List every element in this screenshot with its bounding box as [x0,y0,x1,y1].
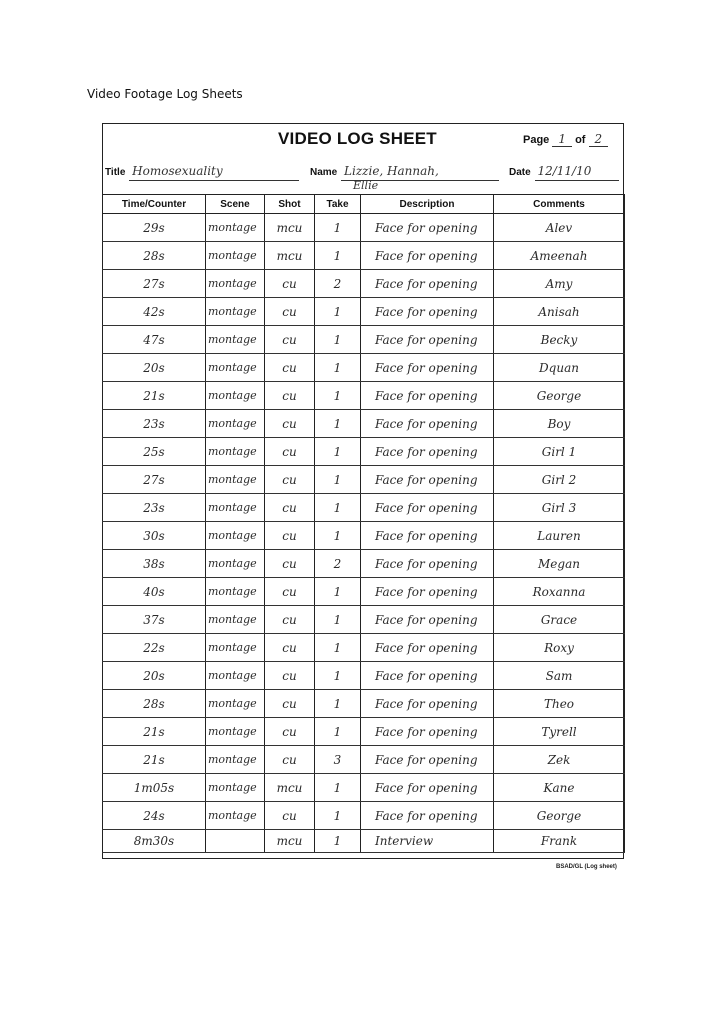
table-row [103,270,625,298]
table-row [103,382,625,410]
comment-cell: Girl 2 [494,466,625,494]
of-label: of [575,134,586,146]
scene-cell: montage [206,382,265,410]
take-cell: 1 [315,438,361,466]
table-row [103,830,625,853]
title-value: Homosexuality [132,164,223,178]
table-row [103,746,625,774]
description-cell: Face for opening [361,550,494,578]
shot-cell: cu [265,578,315,606]
scene-cell: montage [206,354,265,382]
shot-cell: cu [265,690,315,718]
shot-cell: cu [265,410,315,438]
time-cell: 23s [103,410,206,438]
time-cell: 47s [103,326,206,354]
column-header-description: Description [361,195,494,214]
comment-cell: Kane [494,774,625,802]
description-cell: Face for opening [361,354,494,382]
scene-cell: montage [206,214,265,242]
description-cell: Face for opening [361,802,494,830]
page-total: 2 [589,132,609,147]
shot-cell: cu [265,606,315,634]
description-cell: Face for opening [361,494,494,522]
take-cell: 1 [315,606,361,634]
shot-cell: cu [265,550,315,578]
scene-cell [206,830,265,853]
page-number: 1 [552,132,572,147]
sheet-heading: VIDEO LOG SHEET [278,129,437,148]
scene-cell: montage [206,746,265,774]
date-value: 12/11/10 [537,164,592,178]
description-cell: Face for opening [361,634,494,662]
title-field [105,164,223,178]
comment-cell: Girl 1 [494,438,625,466]
time-cell: 25s [103,438,206,466]
take-cell: 2 [315,550,361,578]
scene-cell: montage [206,522,265,550]
shot-cell: cu [265,466,315,494]
table-row [103,634,625,662]
description-cell: Face for opening [361,270,494,298]
table-row [103,326,625,354]
comment-cell: Grace [494,606,625,634]
time-cell: 27s [103,466,206,494]
description-cell: Interview [361,830,494,853]
table-row [103,354,625,382]
comment-cell: Megan [494,550,625,578]
take-cell: 1 [315,382,361,410]
time-cell: 42s [103,298,206,326]
time-cell: 21s [103,746,206,774]
scene-cell: montage [206,326,265,354]
time-cell: 24s [103,802,206,830]
shot-cell: cu [265,298,315,326]
comment-cell: Girl 3 [494,494,625,522]
description-cell: Face for opening [361,438,494,466]
shot-cell: cu [265,270,315,298]
shot-cell: mcu [265,214,315,242]
time-cell: 30s [103,522,206,550]
shot-cell: cu [265,354,315,382]
name-value-continued: Ellie [353,179,379,192]
document-title: Video Footage Log Sheets [87,87,243,101]
page-label: Page [523,134,550,146]
time-cell: 22s [103,634,206,662]
scene-cell: montage [206,438,265,466]
take-cell: 1 [315,802,361,830]
time-cell: 37s [103,606,206,634]
take-cell: 1 [315,830,361,853]
scene-cell: montage [206,466,265,494]
shot-cell: cu [265,382,315,410]
shot-cell: cu [265,438,315,466]
comment-cell: George [494,802,625,830]
take-cell: 1 [315,354,361,382]
take-cell: 1 [315,774,361,802]
scene-cell: montage [206,550,265,578]
table-row [103,242,625,270]
table-row [103,298,625,326]
description-cell: Face for opening [361,214,494,242]
shot-cell: cu [265,802,315,830]
time-cell: 20s [103,662,206,690]
comment-cell: Becky [494,326,625,354]
column-header-shot: Shot [265,195,315,214]
take-cell: 1 [315,214,361,242]
comment-cell: Alev [494,214,625,242]
table-row [103,410,625,438]
description-cell: Face for opening [361,410,494,438]
comment-cell: Dquan [494,354,625,382]
scene-cell: montage [206,606,265,634]
shot-cell: cu [265,718,315,746]
comment-cell: Theo [494,690,625,718]
description-cell: Face for opening [361,690,494,718]
table-row [103,214,625,242]
description-cell: Face for opening [361,774,494,802]
log-table-header [103,195,625,214]
time-cell: 28s [103,242,206,270]
table-row [103,578,625,606]
shot-cell: cu [265,634,315,662]
scene-cell: montage [206,774,265,802]
shot-cell: mcu [265,830,315,853]
time-cell: 21s [103,718,206,746]
video-log-sheet [102,123,624,859]
take-cell: 1 [315,578,361,606]
description-cell: Face for opening [361,718,494,746]
take-cell: 1 [315,634,361,662]
comment-cell: Tyrell [494,718,625,746]
comment-cell: Roxanna [494,578,625,606]
description-cell: Face for opening [361,578,494,606]
shot-cell: cu [265,494,315,522]
comment-cell: Frank [494,830,625,853]
time-cell: 28s [103,690,206,718]
take-cell: 1 [315,410,361,438]
time-cell: 1m05s [103,774,206,802]
log-table-body [103,214,625,853]
comment-cell: Ameenah [494,242,625,270]
comment-cell: Amy [494,270,625,298]
title-underline [129,180,299,181]
description-cell: Face for opening [361,662,494,690]
shot-cell: cu [265,522,315,550]
log-table [102,194,625,853]
footer-reference: BSAD/GL (Log sheet) [556,864,617,870]
comment-cell: George [494,382,625,410]
scene-cell: montage [206,298,265,326]
date-label: Date [509,167,531,178]
description-cell: Face for opening [361,466,494,494]
description-cell: Face for opening [361,606,494,634]
table-row [103,494,625,522]
description-cell: Face for opening [361,522,494,550]
shot-cell: mcu [265,242,315,270]
comment-cell: Lauren [494,522,625,550]
scene-cell: montage [206,802,265,830]
description-cell: Face for opening [361,242,494,270]
time-cell: 27s [103,270,206,298]
scene-cell: montage [206,690,265,718]
time-cell: 38s [103,550,206,578]
name-value: Lizzie, Hannah, [344,164,439,178]
name-field [310,164,439,178]
date-field [509,164,591,178]
comment-cell: Zek [494,746,625,774]
take-cell: 1 [315,466,361,494]
take-cell: 1 [315,494,361,522]
take-cell: 2 [315,270,361,298]
time-cell: 8m30s [103,830,206,853]
table-row [103,802,625,830]
table-row [103,718,625,746]
take-cell: 1 [315,242,361,270]
title-label: Title [105,167,126,178]
date-underline [535,180,619,181]
time-cell: 21s [103,382,206,410]
take-cell: 1 [315,326,361,354]
take-cell: 3 [315,746,361,774]
table-row [103,774,625,802]
shot-cell: cu [265,746,315,774]
time-cell: 40s [103,578,206,606]
take-cell: 1 [315,662,361,690]
scene-cell: montage [206,662,265,690]
take-cell: 1 [315,298,361,326]
comment-cell: Sam [494,662,625,690]
take-cell: 1 [315,690,361,718]
scene-cell: montage [206,718,265,746]
comment-cell: Roxy [494,634,625,662]
scene-cell: montage [206,242,265,270]
table-row [103,438,625,466]
table-row [103,662,625,690]
column-header-time: Time/Counter [103,195,206,214]
comment-cell: Anisah [494,298,625,326]
comment-cell: Boy [494,410,625,438]
shot-cell: cu [265,662,315,690]
description-cell: Face for opening [361,382,494,410]
take-cell: 1 [315,522,361,550]
time-cell: 29s [103,214,206,242]
scene-cell: montage [206,410,265,438]
shot-cell: mcu [265,774,315,802]
time-cell: 20s [103,354,206,382]
scene-cell: montage [206,634,265,662]
scene-cell: montage [206,578,265,606]
column-header-take: Take [315,195,361,214]
scene-cell: montage [206,494,265,522]
table-row [103,690,625,718]
scene-cell: montage [206,270,265,298]
take-cell: 1 [315,718,361,746]
table-row [103,522,625,550]
time-cell: 23s [103,494,206,522]
name-label: Name [310,167,338,178]
table-row [103,466,625,494]
table-row [103,550,625,578]
description-cell: Face for opening [361,326,494,354]
description-cell: Face for opening [361,746,494,774]
table-row [103,606,625,634]
column-header-comments: Comments [494,195,625,214]
page-info [523,132,608,146]
column-header-scene: Scene [206,195,265,214]
shot-cell: cu [265,326,315,354]
description-cell: Face for opening [361,298,494,326]
